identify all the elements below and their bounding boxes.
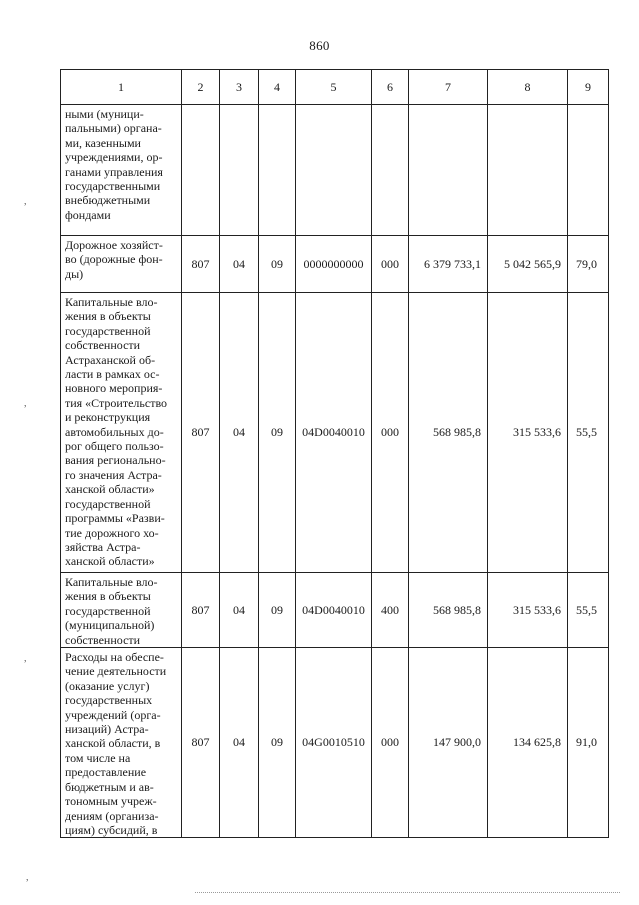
description-line: ханской области» xyxy=(65,482,155,497)
description-line: Дорожное хозяйст- xyxy=(65,238,163,252)
executed-amount-cell xyxy=(488,105,568,236)
expense-type-cell xyxy=(372,648,409,838)
target-article-value: 0000000000 xyxy=(303,256,364,271)
target-article-value: 04D0040010 xyxy=(302,602,365,617)
description-line: внебюджетными xyxy=(65,193,151,208)
description-line: низаций) Астра- xyxy=(65,722,149,737)
column-header: 6 xyxy=(372,70,409,105)
row-description xyxy=(61,573,182,648)
executed-amount-cell xyxy=(488,236,568,293)
description-line: ханской области» xyxy=(65,554,155,569)
target-article-cell xyxy=(296,573,372,648)
column-header: 5 xyxy=(296,70,372,105)
description-line: зяйства Астра- xyxy=(65,539,141,554)
row-description xyxy=(61,648,182,838)
description-line: фондами xyxy=(65,207,111,222)
target-article-value: 04D0040010 xyxy=(302,425,365,439)
target-article-cell xyxy=(296,293,372,573)
percent-cell xyxy=(568,648,609,838)
subsection-code-value: 09 xyxy=(271,602,283,617)
column-header: 1 xyxy=(61,70,182,105)
description-line: рог общего пользо- xyxy=(65,439,164,454)
column-header: 9 xyxy=(568,70,609,105)
description-line: Капитальные вло- xyxy=(65,575,158,589)
section-code-value: 807 xyxy=(191,735,210,750)
footer-rule xyxy=(195,892,620,893)
subsection-code-cell xyxy=(259,293,296,573)
chapter-code-cell xyxy=(220,648,259,838)
planned-amount-cell xyxy=(409,236,488,293)
subsection-code-cell xyxy=(259,105,296,236)
description-line: дениям (организа- xyxy=(65,808,159,823)
description-line: вания регионально- xyxy=(65,453,166,468)
description-line: Капитальные вло- xyxy=(65,295,158,309)
percent-value: 79,0 xyxy=(576,256,597,271)
description-line: программы «Разви- xyxy=(65,511,165,526)
scan-mark: , xyxy=(24,398,27,409)
scan-mark: , xyxy=(24,196,27,207)
subsection-code-value: 09 xyxy=(271,425,283,439)
description-line: государственной xyxy=(65,323,151,338)
description-line: ганами управления xyxy=(65,164,163,179)
expense-type-value: 400 xyxy=(381,602,399,617)
percent-cell xyxy=(568,293,609,573)
section-code-value: 807 xyxy=(191,256,210,271)
section-code-cell xyxy=(182,236,220,293)
expense-type-value: 000 xyxy=(381,256,399,271)
chapter-code-value: 04 xyxy=(233,602,245,617)
expense-type-value: 000 xyxy=(381,735,399,750)
target-article-cell xyxy=(296,105,372,236)
subsection-code-cell xyxy=(259,648,296,838)
description-line: тономным учреж- xyxy=(65,794,157,809)
subsection-code-cell xyxy=(259,573,296,648)
executed-amount-cell xyxy=(488,573,568,648)
executed-amount-value: 315 533,6 xyxy=(513,425,561,439)
chapter-code-value: 04 xyxy=(233,735,245,750)
subsection-code-cell xyxy=(259,236,296,293)
description-line: во (дорожные фон- xyxy=(65,252,163,267)
percent-cell xyxy=(568,236,609,293)
row-description xyxy=(61,105,182,236)
description-line: циям) субсидий, в xyxy=(65,822,158,837)
description-line: том числе на xyxy=(65,750,131,765)
description-line: государственными xyxy=(65,179,161,194)
expense-type-cell xyxy=(372,573,409,648)
target-article-value: 04G0010510 xyxy=(302,735,365,750)
percent-value: 55,5 xyxy=(576,425,597,439)
planned-amount-cell xyxy=(409,293,488,573)
section-code-cell xyxy=(182,105,220,236)
planned-amount-cell xyxy=(409,105,488,236)
description-line: новного мероприя- xyxy=(65,381,163,396)
row-description xyxy=(61,236,182,293)
description-line: государственной xyxy=(65,496,151,511)
executed-amount-value: 5 042 565,9 xyxy=(504,256,561,271)
scan-mark: , xyxy=(26,872,29,883)
budget-table xyxy=(60,69,609,838)
page-number: 860 xyxy=(309,38,330,53)
percent-cell xyxy=(568,573,609,648)
description-line: жения в объекты xyxy=(65,589,151,604)
description-line: (оказание услуг) xyxy=(65,678,150,693)
description-line: учреждений (орга- xyxy=(65,707,161,722)
column-header: 4 xyxy=(259,70,296,105)
table-header-row xyxy=(61,70,609,105)
section-code-cell xyxy=(182,293,220,573)
column-header: 2 xyxy=(182,70,220,105)
executed-amount-cell xyxy=(488,648,568,838)
table-row xyxy=(61,573,609,648)
description-line: государственной xyxy=(65,603,151,618)
description-line: тия «Строительство xyxy=(65,395,168,410)
expense-type-cell xyxy=(372,293,409,573)
target-article-cell xyxy=(296,236,372,293)
description-line: собственности xyxy=(65,632,141,647)
table-row xyxy=(61,236,609,293)
percent-cell xyxy=(568,105,609,236)
description-line: ными (муници- xyxy=(65,107,144,121)
description-line: автомобильных до- xyxy=(65,424,164,439)
column-header: 3 xyxy=(220,70,259,105)
description-line: Астраханской об- xyxy=(65,352,156,367)
description-line: го значения Астра- xyxy=(65,467,162,482)
percent-value: 55,5 xyxy=(576,602,597,617)
planned-amount-value: 147 900,0 xyxy=(433,735,481,750)
planned-amount-value: 568 985,8 xyxy=(433,425,481,439)
chapter-code-cell xyxy=(220,236,259,293)
chapter-code-cell xyxy=(220,105,259,236)
table-row xyxy=(61,293,609,573)
planned-amount-cell xyxy=(409,648,488,838)
executed-amount-value: 134 625,8 xyxy=(513,735,561,750)
chapter-code-cell xyxy=(220,293,259,573)
section-code-value: 807 xyxy=(191,425,210,439)
description-line: чение деятельности xyxy=(65,664,167,679)
column-header: 8 xyxy=(488,70,568,105)
table-row xyxy=(61,648,609,838)
description-line: ды) xyxy=(65,266,84,281)
expense-type-cell xyxy=(372,105,409,236)
planned-amount-cell xyxy=(409,573,488,648)
column-header: 7 xyxy=(409,70,488,105)
description-line: учреждениями, ор- xyxy=(65,150,163,165)
description-line: предоставление xyxy=(65,765,147,780)
executed-amount-value: 315 533,6 xyxy=(513,602,561,617)
chapter-code-cell xyxy=(220,573,259,648)
expense-type-value: 000 xyxy=(381,425,399,439)
executed-amount-cell xyxy=(488,293,568,573)
description-line: тие дорожного хо- xyxy=(65,525,159,540)
expense-type-cell xyxy=(372,236,409,293)
planned-amount-value: 568 985,8 xyxy=(433,602,481,617)
section-code-value: 807 xyxy=(191,602,210,617)
planned-amount-value: 6 379 733,1 xyxy=(424,256,481,271)
description-line: и реконструкция xyxy=(65,410,151,425)
section-code-cell xyxy=(182,573,220,648)
description-line: бюджетным и ав- xyxy=(65,779,154,794)
scan-mark: , xyxy=(24,653,27,664)
chapter-code-value: 04 xyxy=(233,425,245,439)
description-line: собственности xyxy=(65,338,141,353)
description-line: ханской области, в xyxy=(65,736,161,751)
section-code-cell xyxy=(182,648,220,838)
percent-value: 91,0 xyxy=(576,735,597,750)
description-line: государственных xyxy=(65,693,153,708)
row-description xyxy=(61,293,182,573)
subsection-code-value: 09 xyxy=(271,735,283,750)
description-line: (муниципальной) xyxy=(65,618,155,633)
subsection-code-value: 09 xyxy=(271,256,283,271)
description-line: пальными) органа- xyxy=(65,121,162,136)
description-line: Расходы на обеспе- xyxy=(65,650,164,665)
description-line: ми, казенными xyxy=(65,135,141,150)
table-row xyxy=(61,105,609,236)
target-article-cell xyxy=(296,648,372,838)
chapter-code-value: 04 xyxy=(233,256,245,271)
description-line: жения в объекты xyxy=(65,309,151,324)
description-line: ласти в рамках ос- xyxy=(65,367,160,382)
